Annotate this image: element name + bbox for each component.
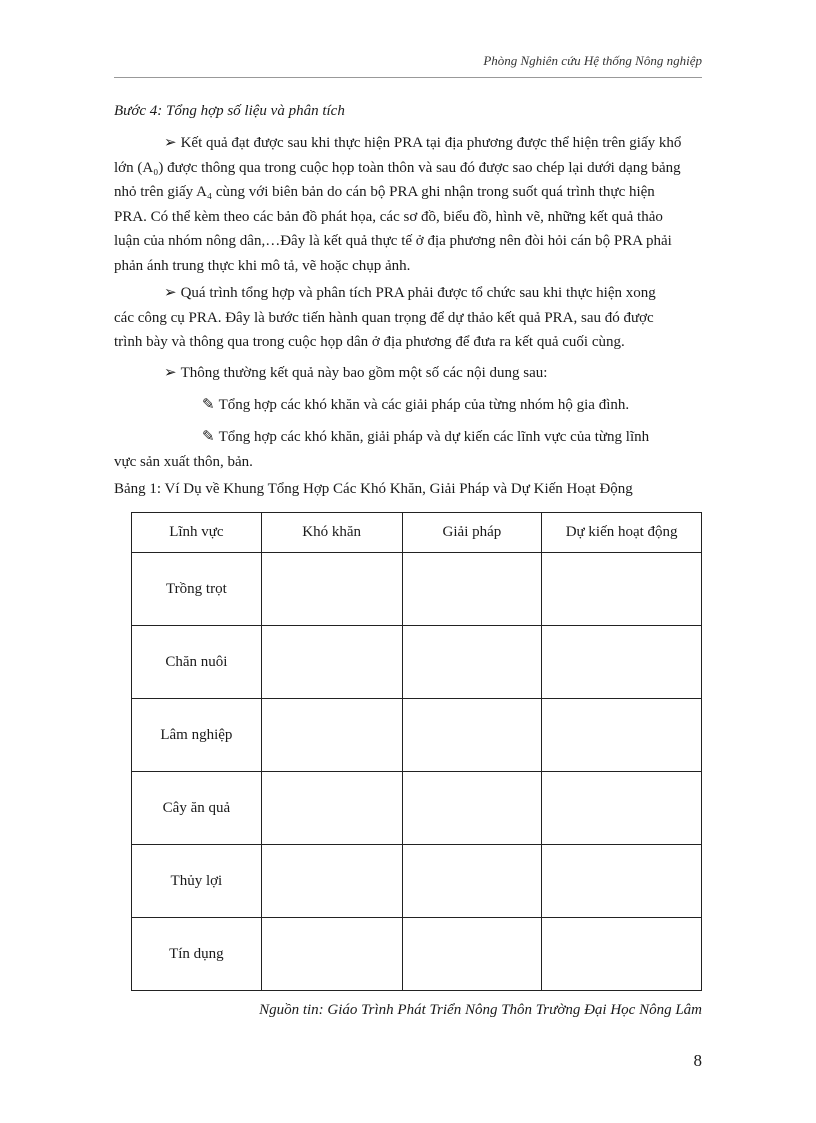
- table-cell: [542, 918, 702, 991]
- paragraph-2: [114, 281, 702, 355]
- row-label: Trồng trọt: [132, 553, 262, 626]
- paragraph-2-line: trình bày và thông qua trong cuộc họp dân ở địa phương để đưa ra kết quả cuối cùng.: [114, 334, 625, 350]
- source-citation: Nguồn tin: Giáo Trình Phát Triển Nông Thôn Trường Đại Học Nông Lâm: [259, 1002, 702, 1018]
- pencil-bullet-icon: ✎: [202, 429, 215, 445]
- table-cell: [542, 699, 702, 772]
- sub-item-1-line: [114, 393, 702, 418]
- table-cell: [261, 845, 402, 918]
- table-cell: [402, 845, 542, 918]
- table-row: [132, 626, 702, 699]
- column-header: Dự kiến hoạt động: [542, 513, 702, 553]
- paragraph-1-line: PRA. Có thể kèm theo các bản đồ phát họa, các sơ đồ, biểu đồ, hình vẽ, những kết quả thảo: [114, 208, 663, 225]
- row-label: Chăn nuôi: [132, 626, 262, 699]
- table-cell: [542, 626, 702, 699]
- sub-item-2-line: vực sản xuất thôn, bản.: [114, 453, 253, 470]
- summary-table: [131, 512, 702, 991]
- column-header: Khó khăn: [261, 513, 402, 553]
- table-row: [132, 699, 702, 772]
- paragraph-1-line: phản ánh trung thực khi mô tả, vẽ hoặc chụp ảnh.: [114, 257, 411, 274]
- pencil-bullet-icon: ✎: [202, 397, 215, 413]
- table-caption: Bảng 1: Ví Dụ về Khung Tổng Hợp Các Khó Khăn, Giải Pháp và Dự Kiến Hoạt Động: [114, 481, 633, 497]
- row-label: Cây ăn quả: [132, 772, 262, 845]
- page-number: 8: [693, 1051, 702, 1070]
- table-header-row: [132, 513, 702, 553]
- paragraph-1-line: lớn (A₀) được thông qua trong cuộc họp toàn thôn và sau đó được sao chép lại dưới dạng bảng: [114, 159, 681, 176]
- paragraph-3-text: Thông thường kết quả này bao gồm một số các nội dung sau:: [180, 365, 548, 381]
- sub-item-2: [114, 425, 702, 474]
- table-cell: [261, 626, 402, 699]
- table-cell: [402, 699, 542, 772]
- paragraph-2-line: [114, 281, 702, 306]
- sub-item-1-text: Tổng hợp các khó khăn và các giải pháp của từng nhóm hộ gia đình.: [218, 397, 630, 413]
- table-cell: [542, 553, 702, 626]
- table-cell: [261, 553, 402, 626]
- column-header: Giải pháp: [402, 513, 542, 553]
- table-cell: [542, 845, 702, 918]
- sub-item-2-text: Tổng hợp các khó khăn, giải pháp và dự kiến các lĩnh vực của từng lĩnh: [218, 429, 650, 445]
- row-label: Lâm nghiệp: [132, 699, 262, 772]
- column-header: Lĩnh vực: [132, 513, 262, 553]
- arrow-bullet-icon: ➢: [164, 365, 177, 381]
- step-title: Bước 4: Tổng hợp số liệu và phân tích: [114, 103, 345, 119]
- table-cell: [402, 772, 542, 845]
- paragraph-2-text: Quá trình tổng hợp và phân tích PRA phải được tổ chức sau khi thực hiện xong: [180, 285, 656, 301]
- paragraph-1-text: Kết quả đạt được sau khi thực hiện PRA tại địa phương được thể hiện trên giấy khổ: [180, 135, 682, 151]
- table-row: [132, 553, 702, 626]
- row-label: Tín dụng: [132, 918, 262, 991]
- paragraph-3: [114, 361, 702, 386]
- sub-item-2-line: [114, 425, 702, 450]
- paragraph-1-line: nhỏ trên giấy A₄ cùng với biên bản do cán bộ PRA ghi nhận trong suốt quá trình thực hiện: [114, 184, 655, 200]
- running-header: Phòng Nghiên cứu Hệ thống Nông nghiệp: [483, 53, 702, 68]
- row-label: Thủy lợi: [132, 845, 262, 918]
- paragraph-3-line: [114, 361, 702, 386]
- table-row: [132, 918, 702, 991]
- paragraph-1: [114, 131, 702, 278]
- table-cell: [261, 918, 402, 991]
- table-cell: [261, 772, 402, 845]
- table-row: [132, 845, 702, 918]
- table-cell: [402, 626, 542, 699]
- table-cell: [261, 699, 402, 772]
- sub-item-1: [114, 393, 702, 418]
- table-cell: [402, 553, 542, 626]
- paragraph-1-line: luận của nhóm nông dân,…Đây là kết quả thực tế ở địa phương nên đòi hỏi cán bộ PRA phải: [114, 233, 672, 249]
- table-row: [132, 772, 702, 845]
- table-cell: [402, 918, 542, 991]
- table-cell: [542, 772, 702, 845]
- arrow-bullet-icon: ➢: [164, 135, 177, 151]
- paragraph-1-line: [114, 131, 702, 156]
- paragraph-2-line: các công cụ PRA. Đây là bước tiến hành quan trọng để dự thảo kết quả PRA, sau đó được: [114, 309, 654, 326]
- arrow-bullet-icon: ➢: [164, 285, 177, 301]
- header-rule: [114, 77, 702, 78]
